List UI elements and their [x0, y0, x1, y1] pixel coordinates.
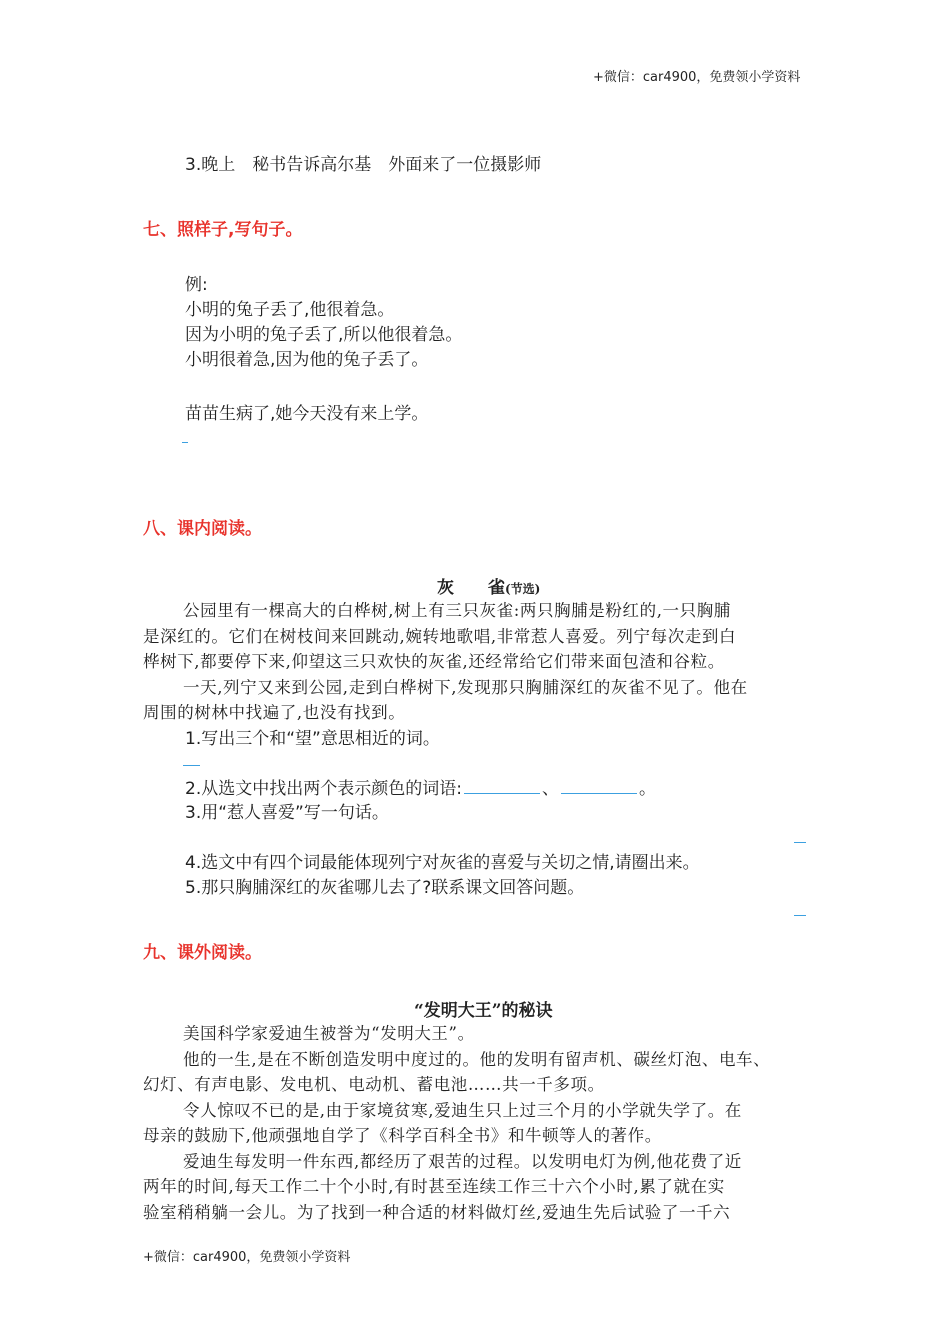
- q8-question-2: [185, 774, 656, 799]
- passage-line: 两年的时间,每天工作二十个小时,有时甚至连续工作三十六个小时,累了就在实: [143, 1177, 725, 1196]
- q8-passage-title: [437, 573, 540, 598]
- passage-line: 验室稍稍躺一会儿。为了找到一种合适的材料做灯丝,爱迪生先后试验了一千六: [143, 1202, 731, 1222]
- passage-line: 爱迪生每发明一件东西,都经历了艰苦的过程。以发明电灯为例,他花费了近: [183, 1151, 742, 1171]
- q8-q2-blank-2[interactable]: [561, 778, 637, 794]
- q8-passage: [143, 598, 748, 726]
- q8-question-1: 1.写出三个和“望”意思相近的词。: [185, 729, 440, 749]
- passage-line: 美国科学家爱迪生被誉为“发明大王”。: [183, 1024, 475, 1043]
- q8-q5-answer-blank[interactable]: [794, 915, 806, 916]
- footer-watermark: +微信：car4900，免费领小学资料: [143, 1250, 351, 1265]
- q8-question-4: 4.选文中有四个词最能体现列宁对灰雀的喜爱与关切之情,请圈出来。: [185, 853, 700, 873]
- q7-task-sentence: 苗苗生病了,她今天没有来上学。: [185, 404, 429, 424]
- q8-q2-blank-1[interactable]: [464, 778, 540, 794]
- q9-passage: [143, 1021, 770, 1225]
- q7-answer-blank[interactable]: [182, 442, 188, 443]
- q7-heading: 七、照样子,写句子。: [143, 220, 303, 240]
- q8-q2-separator: 、: [541, 779, 559, 799]
- header-watermark: +微信：car4900，免费领小学资料: [593, 70, 801, 85]
- passage-line: 令人惊叹不已的是,由于家境贫寒,爱迪生只上过三个月的小学就失学了。在: [183, 1100, 742, 1120]
- q8-q2-prompt: 2.从选文中找出两个表示颜色的词语:: [185, 779, 462, 799]
- passage-line: 公园里有一棵高大的白桦树,树上有三只灰雀:两只胸脯是粉红的,一只胸脯: [183, 601, 731, 620]
- q7-example-label: 例:: [185, 275, 208, 295]
- passage-line: 他的一生,是在不断创造发明中度过的。他的发明有留声机、碳丝灯泡、电车、: [183, 1049, 771, 1069]
- passage-line: 桦树下,都要停下来,仰望这三只欢快的灰雀,还经常给它们带来面包渣和谷粒。: [143, 652, 725, 671]
- q8-q3-answer-blank[interactable]: [794, 842, 806, 843]
- q8-heading: 八、课内阅读。: [143, 519, 262, 539]
- q8-title-text: 灰 雀: [437, 578, 505, 598]
- q7-example-block: [185, 273, 462, 373]
- q8-title-note: (节选): [505, 582, 541, 596]
- q6-item-3: 3.晚上 秘书告诉高尔基 外面来了一位摄影师: [185, 155, 542, 175]
- passage-line: 周围的树林中找遍了,也没有找到。: [143, 703, 406, 722]
- q8-question-5: 5.那只胸脯深红的灰雀哪儿去了?联系课文回答问题。: [185, 878, 585, 898]
- q8-q1-answer-blank[interactable]: [183, 765, 200, 766]
- passage-line: 幻灯、有声电影、发电机、电动机、蓄电池……共一千多项。: [143, 1075, 605, 1094]
- q8-question-3: 3.用“惹人喜爱”写一句话。: [185, 803, 389, 823]
- q7-example-line: 因为小明的兔子丢了,所以他很着急。: [185, 325, 463, 345]
- passage-line: 一天,列宁又来到公园,走到白桦树下,发现那只胸脯深红的灰雀不见了。他在: [183, 677, 748, 697]
- q7-example-line: 小明很着急,因为他的兔子丢了。: [185, 350, 429, 370]
- passage-line: 母亲的鼓励下,他顽强地自学了《科学百科全书》和牛顿等人的著作。: [143, 1126, 662, 1145]
- q8-q2-end: 。: [638, 779, 656, 799]
- passage-line: 是深红的。它们在树枝间来回跳动,婉转地歌唱,非常惹人喜爱。列宁每次走到白: [143, 626, 737, 646]
- q9-passage-title: “发明大王”的秘诀: [414, 1001, 553, 1021]
- q7-example-line: 小明的兔子丢了,他很着急。: [185, 300, 395, 320]
- q9-heading: 九、课外阅读。: [143, 943, 262, 963]
